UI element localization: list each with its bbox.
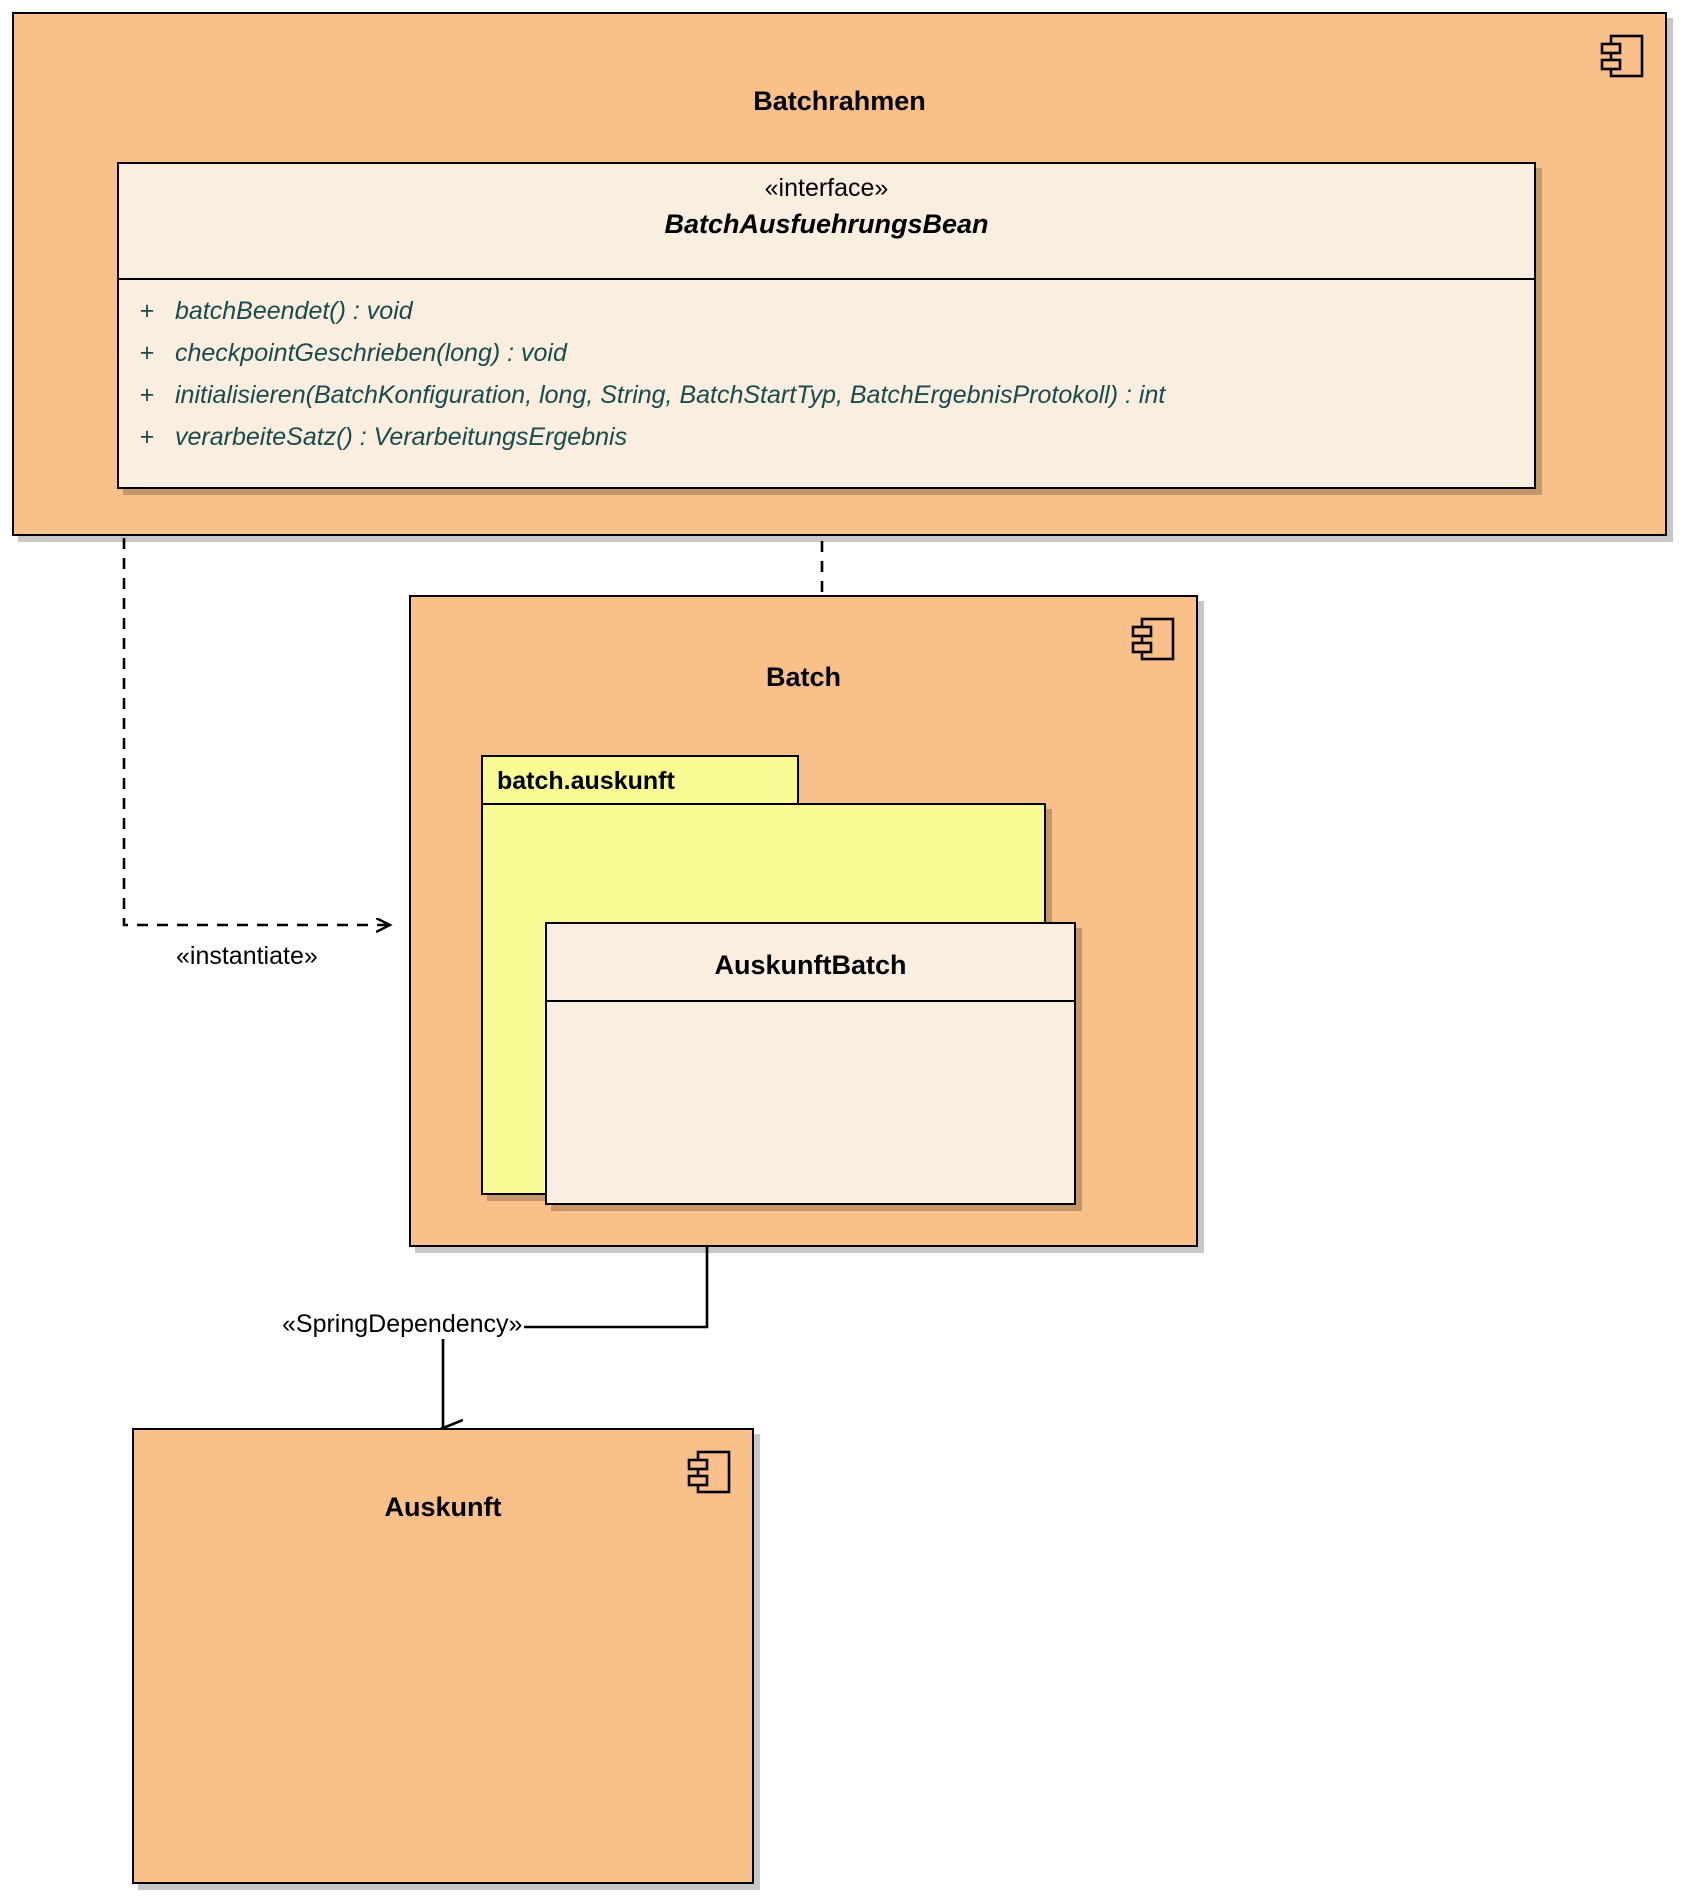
class-member-list [119,290,1534,458]
component-auskunft[interactable] [132,1428,754,1884]
class-member [119,374,1534,416]
member-visibility: + [139,339,155,367]
member-visibility: + [139,423,155,451]
class-divider [119,278,1534,280]
class-member [119,416,1534,458]
class-member [119,290,1534,332]
component-icon [686,1448,734,1498]
component-auskunft-title: Auskunft [384,1492,502,1522]
relation-instantiate [124,538,390,925]
package-batch-auskunft-label: batch.auskunft [497,767,675,795]
component-batchrahmen-title: Batchrahmen [753,86,926,116]
member-visibility: + [139,381,155,409]
member-signature: initialisieren(BatchKonfiguration, long, String, BatchStartTyp, BatchErgebnisProtokoll) : int [175,381,1166,409]
member-signature: verarbeiteSatz() : VerarbeitungsErgebnis [175,423,628,451]
class-name: AuskunftBatch [714,950,907,980]
relation-label-spring-dependency: «SpringDependency» [282,1310,523,1338]
package-batch-auskunft-tab[interactable] [481,755,799,805]
component-icon [1599,32,1647,82]
component-icon [1130,615,1178,665]
class-auskunft-batch[interactable] [545,922,1076,1205]
class-member [119,332,1534,374]
class-batch-ausfuehrungs-bean[interactable] [117,162,1536,489]
class-divider [547,1000,1074,1002]
component-batchrahmen[interactable] [12,12,1667,536]
member-signature: checkpointGeschrieben(long) : void [175,339,567,367]
member-signature: batchBeendet() : void [175,297,413,325]
member-visibility: + [139,297,155,325]
class-stereotype: «interface» [764,174,889,202]
relation-label-instantiate: «instantiate» [176,942,318,970]
component-batch[interactable] [409,595,1198,1247]
component-batch-title: Batch [765,662,841,692]
package-batch-auskunft-body[interactable] [481,803,1046,1195]
class-name: BatchAusfuehrungsBean [664,209,989,239]
